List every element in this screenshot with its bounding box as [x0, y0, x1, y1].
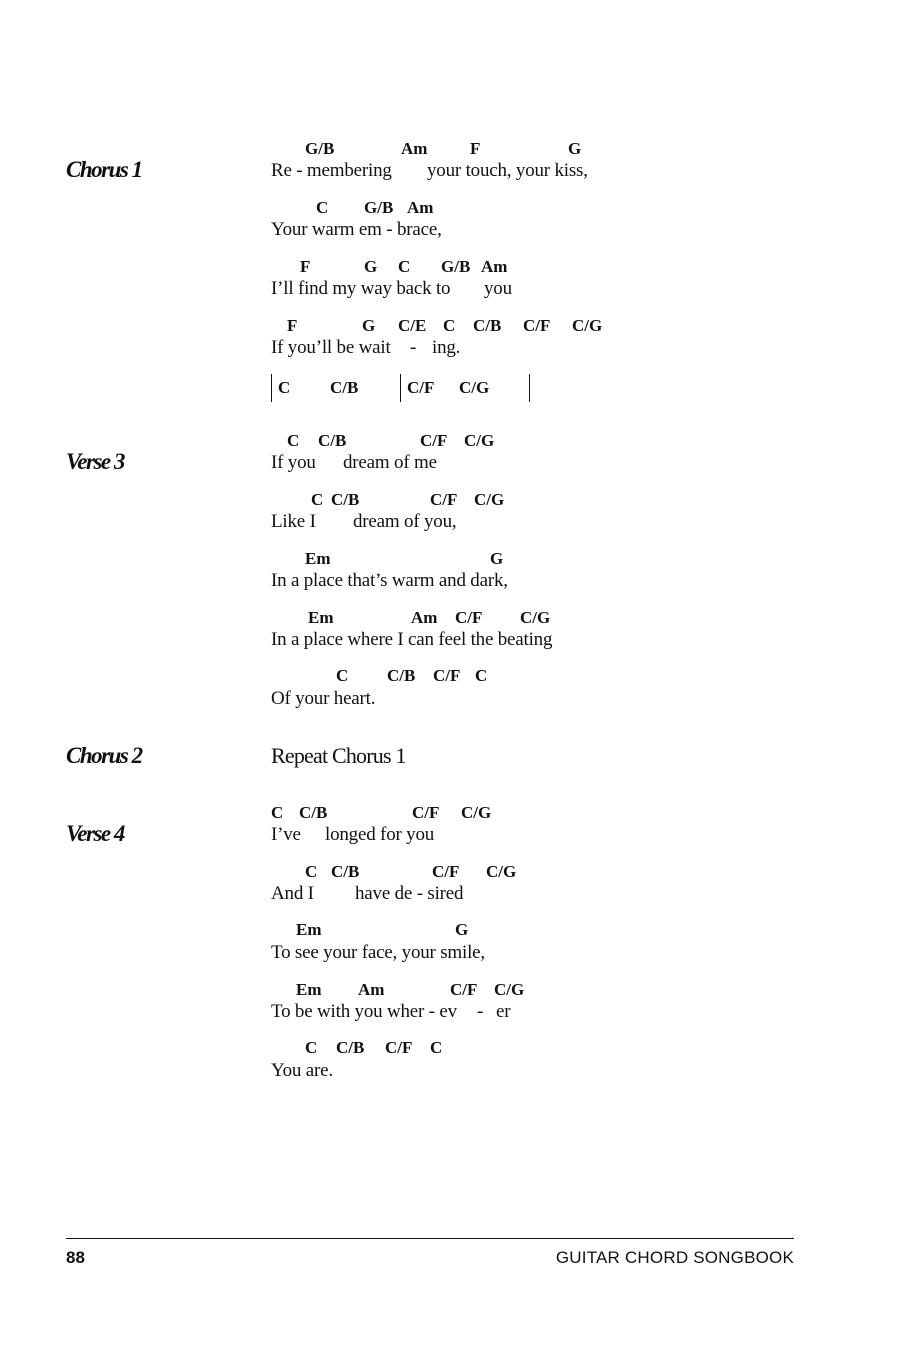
chord: C/F — [523, 316, 551, 335]
lyric-line: In a place where I can feel the beating — [271, 629, 553, 650]
bar-line — [271, 374, 272, 402]
chord: C — [271, 803, 284, 822]
chord: C/G — [474, 490, 505, 509]
chord: C/F — [430, 490, 458, 509]
chord: C — [398, 257, 411, 276]
chord: C — [311, 490, 324, 509]
book-title: GUITAR CHORD SONGBOOK — [555, 1248, 794, 1267]
chord: C/F — [450, 980, 478, 999]
bar-chord: C/B — [330, 378, 359, 397]
chord: C — [305, 1038, 318, 1057]
lyric-line: If you — [271, 452, 316, 473]
chord: C — [336, 666, 349, 685]
chord: C/F — [420, 431, 448, 450]
chord: C/G — [486, 862, 517, 881]
lyric-line: longed for you — [325, 824, 435, 845]
bar-chord: C — [278, 378, 291, 397]
footer-rule — [66, 1238, 794, 1239]
chord: F — [300, 257, 311, 276]
chord: C/B — [336, 1038, 365, 1057]
chord: G — [490, 549, 504, 568]
chord: C/F — [455, 608, 483, 627]
chord: C/B — [331, 490, 360, 509]
chord: C/F — [385, 1038, 413, 1057]
lyric-line: If you’ll be wait — [271, 337, 391, 358]
section-label-verse-3: Verse 3 — [66, 449, 124, 474]
lyric-line: you — [484, 278, 512, 299]
chord: F — [470, 139, 481, 158]
chord: G/B — [305, 139, 335, 158]
lyric-line: To be with you wher - ev — [271, 1001, 457, 1022]
section-label-chorus-2: Chorus 2 — [66, 743, 142, 768]
chord: G/B — [441, 257, 471, 276]
chord: Em — [305, 549, 331, 568]
lyric-line: dream of me — [343, 452, 437, 473]
chord: C — [305, 862, 318, 881]
lyric-line: Of your heart. — [271, 688, 376, 709]
chord: Am — [407, 198, 434, 217]
chord: Am — [411, 608, 438, 627]
chord: Am — [401, 139, 428, 158]
section-label-chorus-1: Chorus 1 — [66, 157, 142, 182]
chord: Em — [296, 980, 322, 999]
chord: Em — [308, 608, 334, 627]
chord: C — [475, 666, 488, 685]
chord: C/E — [398, 316, 427, 335]
lyric-line: I’ve — [271, 824, 301, 845]
bar-line — [529, 374, 530, 402]
chord: C — [287, 431, 300, 450]
chord: C/F — [412, 803, 440, 822]
lyric-line: Re - membering — [271, 160, 392, 181]
chord: Am — [358, 980, 385, 999]
lyric-line: er — [496, 1001, 511, 1022]
chord: G — [362, 316, 376, 335]
lyric-line: have de - sired — [355, 883, 464, 904]
chord: F — [287, 316, 298, 335]
chord: C — [443, 316, 456, 335]
page-number: 88 — [66, 1248, 85, 1267]
lyric-line: I’ll find my way back to — [271, 278, 451, 299]
chord: C/B — [331, 862, 360, 881]
chord: C/G — [572, 316, 603, 335]
lyric-line: And I — [271, 883, 314, 904]
chord: G — [364, 257, 378, 276]
lyric-line: your touch, your kiss, — [427, 160, 588, 181]
chord: G — [455, 920, 469, 939]
chord: C/F — [433, 666, 461, 685]
section-label-verse-4: Verse 4 — [66, 821, 124, 846]
lyric-line: To see your face, your smile, — [271, 942, 485, 963]
chord: C — [430, 1038, 443, 1057]
repeat-instruction: Repeat Chorus 1 — [271, 743, 406, 768]
chord: G — [568, 139, 582, 158]
chord: G/B — [364, 198, 394, 217]
chord: C/B — [473, 316, 502, 335]
lyric-line: In a place that’s warm and dark, — [271, 570, 508, 591]
bar-line — [400, 374, 401, 402]
chord: C/B — [299, 803, 328, 822]
chord: C/G — [494, 980, 525, 999]
chord: C/G — [464, 431, 495, 450]
lyric-line: dream of you, — [353, 511, 457, 532]
lyric-line: You are. — [271, 1060, 333, 1081]
chord: C/B — [387, 666, 416, 685]
chord: C/G — [520, 608, 551, 627]
chord: C — [316, 198, 329, 217]
bar-chord: C/F — [407, 378, 435, 397]
lyric-line: Your warm em - brace, — [271, 219, 442, 240]
lyric-line: - — [477, 1001, 484, 1022]
lyric-line: ing. — [432, 337, 461, 358]
chord: Em — [296, 920, 322, 939]
chord: Am — [481, 257, 508, 276]
chord: C/B — [318, 431, 347, 450]
chord: C/F — [432, 862, 460, 881]
chord: C/G — [461, 803, 492, 822]
bar-chord: C/G — [459, 378, 490, 397]
lyric-line: Like I — [271, 511, 316, 532]
lyric-line: - — [410, 337, 417, 358]
